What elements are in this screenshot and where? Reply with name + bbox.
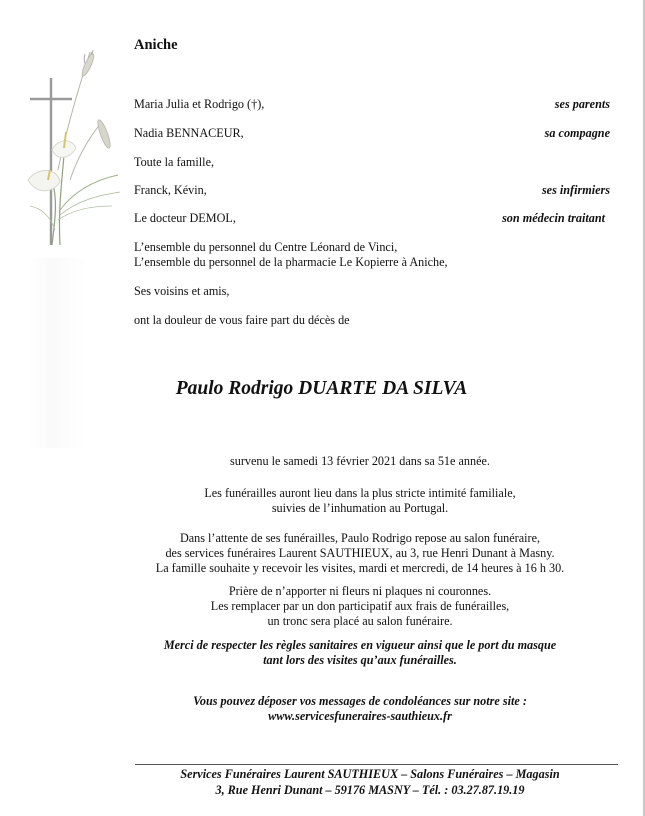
staff-line: L’ensemble du personnel de la pharmacie Le Kopierre à Aniche, xyxy=(134,255,448,269)
visitation-line: La famille souhaite y recevoir les visites, mardi et mercredi, de 14 heures à 16 h 30. xyxy=(155,561,565,575)
death-info xyxy=(120,454,600,469)
mourner-name: Maria Julia et Rodrigo (†), xyxy=(134,97,265,111)
sanitary-line: tant lors des visites qu’aux funérailles. xyxy=(263,653,457,667)
flowers-line: Les remplacer par un don participatif aux frais de funérailles, xyxy=(210,599,510,613)
mourner-relation: ses infirmiers xyxy=(541,183,610,197)
footer-divider xyxy=(135,764,618,765)
mourner-name: Toute la famille, xyxy=(134,155,215,169)
sanitary-paragraph xyxy=(100,638,620,668)
staff-line: L’ensemble du personnel du Centre Léonard de Vinci, xyxy=(134,240,398,254)
calla-lily-icon xyxy=(28,132,120,245)
death-info-line: survenu le samedi 13 février 2021 dans sa 51e année. xyxy=(230,454,490,468)
sanitary-line: Merci de respecter les règles sanitaires en vigueur ainsi que le port du masque xyxy=(163,638,557,652)
town-heading: Aniche xyxy=(134,37,178,53)
condolences-link[interactable]: www.servicesfuneraires-sauthieux.fr xyxy=(268,709,452,723)
announcement-line: ont la douleur de vous faire part du décès de xyxy=(134,313,350,327)
condolences-paragraph xyxy=(120,694,600,724)
visitation-line: Dans l’attente de ses funérailles, Paulo Rodrigo repose au salon funéraire, xyxy=(179,531,541,545)
mourner-relation: son médecin traitant xyxy=(502,211,605,225)
mourner-name: Le docteur DEMOL, xyxy=(134,211,236,225)
footer-line: Services Funéraires Laurent SAUTHIEUX – Salons Funéraires – Magasin xyxy=(180,767,560,781)
cross-icon xyxy=(30,78,72,245)
footer xyxy=(120,766,620,798)
mourner-name: Nadia BENNACEUR, xyxy=(134,126,244,140)
funeral-line: suivies de l’inhumation au Portugal. xyxy=(271,501,449,515)
deceased-name: Paulo Rodrigo DUARTE DA SILVA xyxy=(175,378,468,399)
neighbors-line: Ses voisins et amis, xyxy=(134,284,230,298)
funeral-line: Les funérailles auront lieu dans la plus stricte intimité familiale, xyxy=(204,486,516,500)
flowers-line: un tronc sera placé au salon funéraire. xyxy=(267,614,453,628)
decor-fade-strip xyxy=(28,258,88,448)
mourner-name: Franck, Kévin, xyxy=(134,183,207,197)
wheat-icon xyxy=(58,50,112,180)
flowers-paragraph xyxy=(120,584,600,629)
mourner-relation: ses parents xyxy=(554,97,610,111)
footer-line: 3, Rue Henri Dunant – 59176 MASNY – Tél. : 03.27.87.19.19 xyxy=(215,783,525,797)
visitation-line: des services funéraires Laurent SAUTHIEUX, au 3, rue Henri Dunant à Masny. xyxy=(165,546,555,560)
condolences-text: Vous pouvez déposer vos messages de condoléances sur notre site : xyxy=(193,694,527,708)
funeral-paragraph xyxy=(120,486,600,516)
mourner-relation: sa compagne xyxy=(544,126,610,140)
cross-lily-illustration xyxy=(0,30,130,260)
flowers-line: Prière de n’apporter ni fleurs ni plaques ni couronnes. xyxy=(228,584,492,598)
visitation-paragraph xyxy=(100,531,620,576)
